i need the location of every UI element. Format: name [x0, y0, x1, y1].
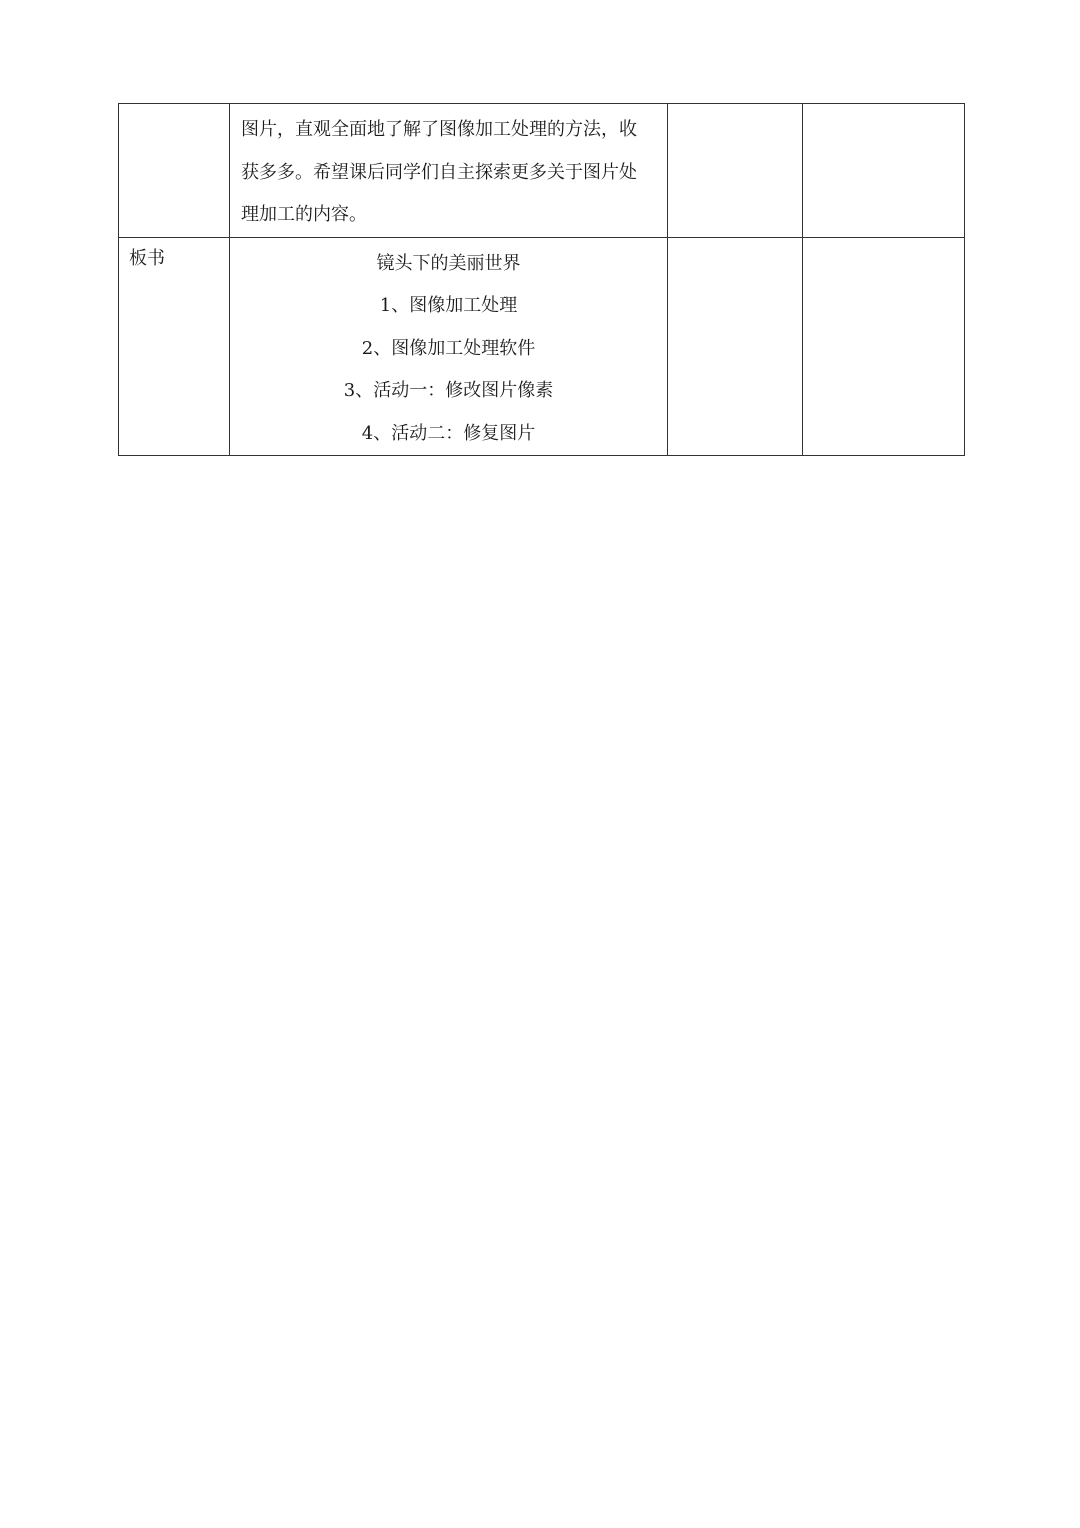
board-item: 1、图像加工处理 — [379, 295, 518, 316]
table-row-board — [119, 237, 965, 456]
summary-empty-cell-4 — [803, 104, 965, 238]
summary-empty-cell-3 — [668, 104, 803, 238]
board-content-cell — [230, 237, 668, 456]
board-empty-cell-4 — [803, 237, 965, 456]
table-row-summary — [119, 104, 965, 238]
board-outline — [230, 238, 667, 456]
board-item: 2、图像加工处理软件 — [361, 337, 536, 359]
board-item: 3、活动一：修改图片像素 — [343, 380, 554, 401]
summary-paragraph — [230, 104, 667, 237]
board-label-cell — [119, 237, 230, 456]
summary-label-cell — [119, 104, 230, 238]
board-item: 4、活动二：修复图片 — [361, 422, 536, 444]
summary-line: 图片，直观全面地了解了图像加工处理的方法，收 — [241, 119, 637, 140]
summary-content-cell — [230, 104, 668, 238]
lesson-plan-table — [118, 103, 965, 456]
summary-line: 理加工的内容。 — [241, 204, 367, 225]
summary-line: 获多多。希望课后同学们自主探索更多关于图片处 — [241, 161, 637, 183]
board-empty-cell-3 — [668, 237, 803, 456]
board-title: 镜头下的美丽世界 — [376, 252, 521, 274]
board-label: 板书 — [129, 247, 165, 269]
